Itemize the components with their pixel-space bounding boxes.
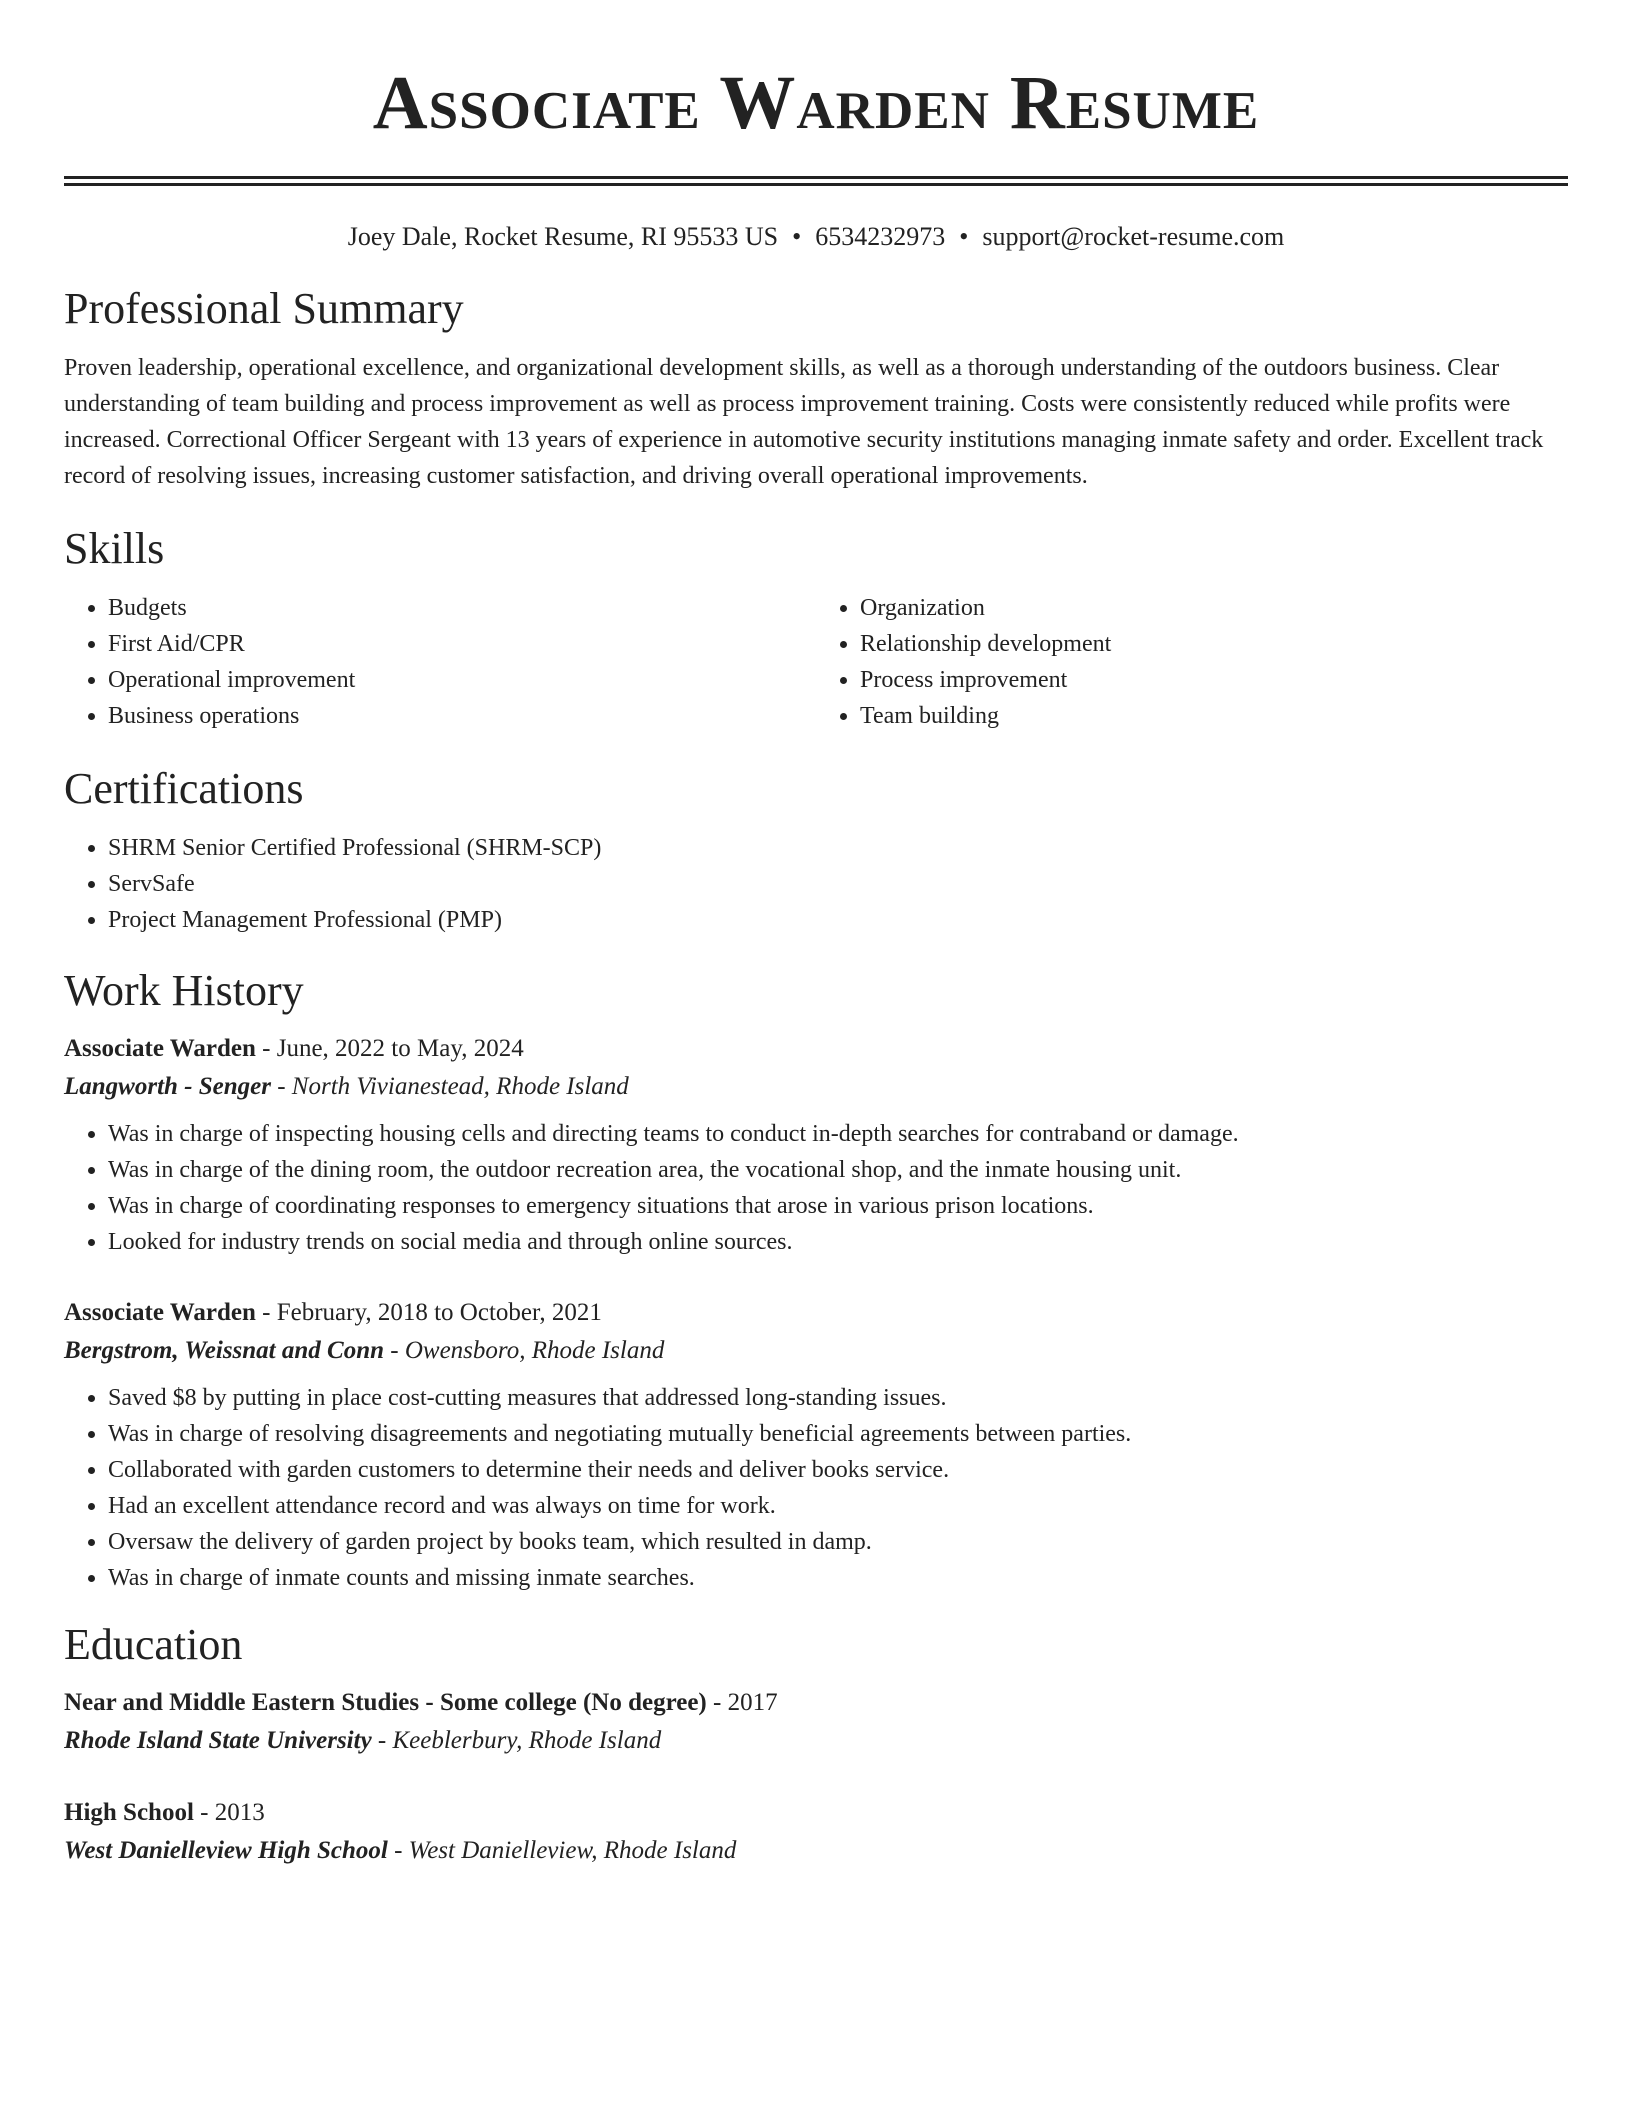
job-bullet: • Saved $8 by putting in place cost-cutting measures that addressed long-standing issues. — [108, 1380, 1568, 1416]
skill-item: • Budgets — [108, 590, 816, 626]
job-location: - Owensboro, Rhode Island — [384, 1337, 665, 1364]
skill-item: • Operational improvement — [108, 662, 816, 698]
education-school: West Danielleview High School — [64, 1837, 388, 1864]
education-section — [64, 1618, 1568, 1870]
job-company: Bergstrom, Weissnat and Conn — [64, 1337, 385, 1364]
job-title: Associate Warden — [64, 1299, 256, 1326]
certifications-list — [64, 830, 1568, 938]
job-bullet: • Collaborated with garden customers to determine their needs and deliver books service. — [108, 1452, 1568, 1488]
job-bullets — [64, 1116, 1568, 1260]
contact-separator: • — [792, 222, 802, 251]
job-title: Associate Warden — [64, 1035, 256, 1062]
job-dates: - June, 2022 to May, 2024 — [255, 1035, 524, 1062]
education-entry — [64, 1794, 1568, 1870]
job-company-line — [64, 1332, 1568, 1370]
education-location: - Keeblerbury, Rhode Island — [371, 1727, 662, 1754]
education-entry — [64, 1684, 1568, 1760]
job-entry — [64, 1294, 1568, 1596]
certification-item: • ServSafe — [108, 866, 1568, 902]
job-bullet: • Was in charge of resolving disagreements and negotiating mutually beneficial agreements between parties. — [108, 1416, 1568, 1452]
section-heading-work-history: Work History — [64, 966, 304, 1015]
job-company-line — [64, 1068, 1568, 1106]
education-year: - 2017 — [706, 1689, 778, 1716]
job-bullet: • Was in charge of inmate counts and missing inmate searches. — [108, 1560, 1568, 1596]
skill-item: • Team building — [860, 698, 1568, 734]
resume-title: Associate Warden Resume — [372, 61, 1260, 145]
contact-phone: 6534232973 — [815, 222, 946, 251]
education-year: - 2013 — [193, 1799, 265, 1826]
skill-item: • Process improvement — [860, 662, 1568, 698]
education-degree: Near and Middle Eastern Studies - Some college (No degree) — [64, 1689, 707, 1716]
job-bullet: • Was in charge of inspecting housing cells and directing teams to conduct in-depth searches for contraband or damage. — [108, 1116, 1568, 1152]
job-title-line — [64, 1030, 1568, 1068]
certification-item: • SHRM Senior Certified Professional (SHRM-SCP) — [108, 830, 1568, 866]
skill-item: • Relationship development — [860, 626, 1568, 662]
job-bullet: • Oversaw the delivery of garden project by books team, which resulted in damp. — [108, 1524, 1568, 1560]
summary-text: Proven leadership, operational excellence, and organizational development skills, as well as a thorough understanding of the outdoors business. Clear understanding of team building and process improvement as well as process improvement training. Costs were consistently reduced while profits were increased. Correctional Officer Sergeant with 13 years of experience in automotive security institutions managing inmate safety and order. Excellent track record of resolving issues, increasing customer satisfaction, and driving overall operational improvements. — [64, 355, 1544, 489]
certification-item: • Project Management Professional (PMP) — [108, 902, 1568, 938]
contact-email: support@rocket-resume.com — [982, 222, 1285, 251]
section-heading-certifications: Certifications — [64, 764, 304, 813]
skill-item: • Organization — [860, 590, 1568, 626]
title-double-rule — [64, 176, 1568, 186]
job-company: Langworth - Senger — [64, 1073, 271, 1100]
job-bullet: • Looked for industry trends on social media and through online sources. — [108, 1224, 1568, 1260]
job-title-line — [64, 1294, 1568, 1332]
contact-address: Joey Dale, Rocket Resume, RI 95533 US — [347, 222, 779, 251]
skills-section — [64, 522, 1568, 734]
job-location: - North Vivianestead, Rhode Island — [270, 1073, 629, 1100]
job-bullet: • Was in charge of the dining room, the outdoor recreation area, the vocational shop, and the inmate housing unit. — [108, 1152, 1568, 1188]
job-bullets — [64, 1380, 1568, 1596]
contact-line — [64, 220, 1568, 254]
section-heading-skills: Skills — [64, 524, 165, 573]
job-bullet: • Was in charge of coordinating responses to emergency situations that arose in various prison locations. — [108, 1188, 1568, 1224]
education-degree-line — [64, 1794, 1568, 1832]
skill-item: • Business operations — [108, 698, 816, 734]
job-entry — [64, 1030, 1568, 1260]
skills-column-left — [64, 590, 816, 734]
education-degree: High School — [64, 1799, 194, 1826]
education-school-line — [64, 1722, 1568, 1760]
work-history-section — [64, 964, 1568, 1596]
skills-column-right — [816, 590, 1568, 734]
skill-item: • First Aid/CPR — [108, 626, 816, 662]
education-location: - West Danielleview, Rhode Island — [387, 1837, 737, 1864]
job-bullet: • Had an excellent attendance record and was always on time for work. — [108, 1488, 1568, 1524]
section-heading-summary: Professional Summary — [64, 284, 464, 333]
education-degree-line — [64, 1684, 1568, 1722]
education-school-line — [64, 1832, 1568, 1870]
skills-grid — [64, 590, 1568, 734]
job-dates: - February, 2018 to October, 2021 — [255, 1299, 602, 1326]
professional-summary-section — [64, 282, 1568, 494]
certifications-section — [64, 762, 1568, 938]
section-heading-education: Education — [64, 1620, 243, 1669]
contact-separator: • — [959, 222, 969, 251]
education-school: Rhode Island State University — [64, 1727, 372, 1754]
